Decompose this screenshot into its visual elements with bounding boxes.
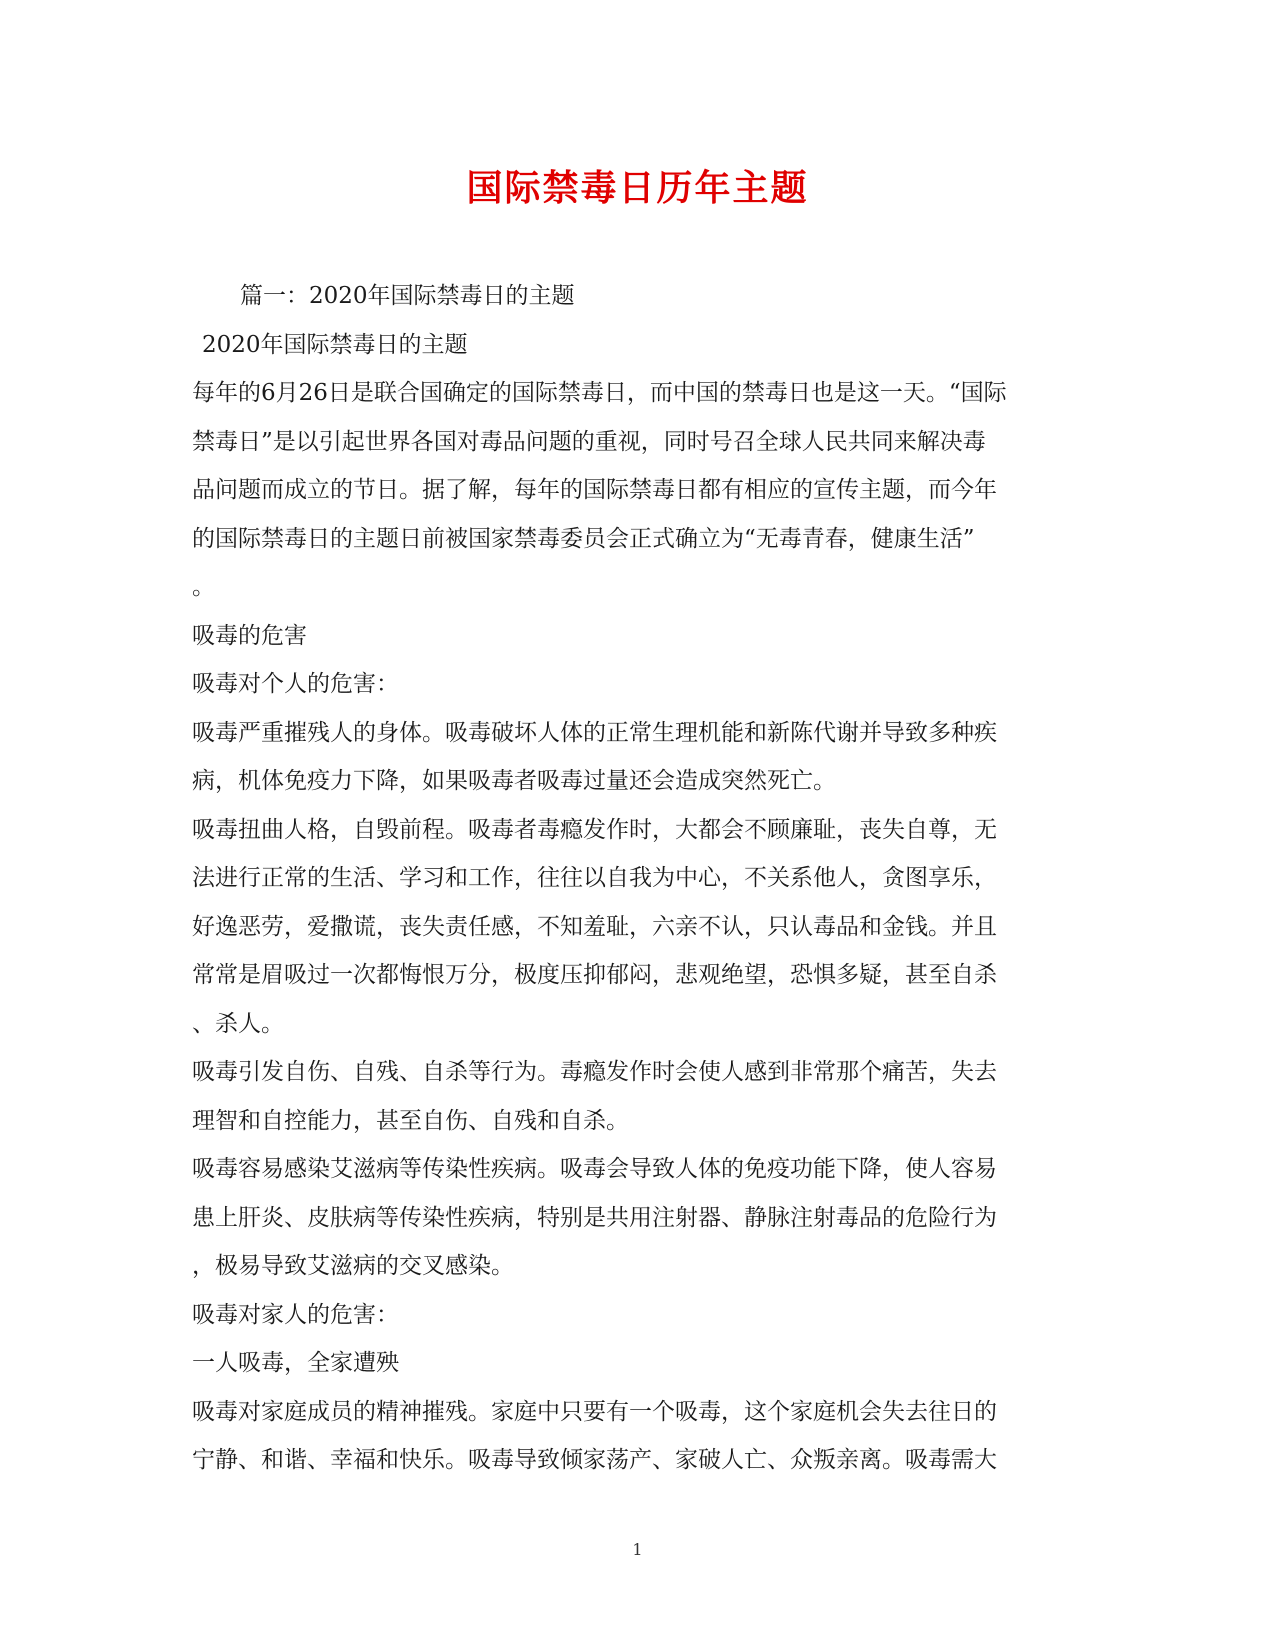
paragraph-line: 吸毒引发自伤、自残、自杀等行为。毒瘾发作时会使人感到非常那个痛苦，失去 bbox=[192, 1059, 997, 1085]
paragraph-line: 病，机体免疫力下降，如果吸毒者吸毒过量还会造成突然死亡。 bbox=[192, 768, 836, 794]
paragraph-line: 好逸恶劳，爱撒谎，丧失责任感，不知羞耻，六亲不认，只认毒品和金钱。并且 bbox=[192, 913, 997, 940]
paragraph-line: 吸毒对家庭成员的精神摧残。家庭中只要有一个吸毒，这个家庭机会失去往日的 bbox=[192, 1398, 997, 1425]
paragraph-line: 每年的6月26日是联合国确定的国际禁毒日，而中国的禁毒日也是这一天。“国际 bbox=[192, 380, 1007, 406]
paragraph-line: 禁毒日”是以引起世界各国对毒品问题的重视，同时号召全球人民共同来解决毒 bbox=[192, 428, 986, 455]
paragraph-line: 常常是眉吸过一次都悔恨万分，极度压抑郁闷，悲观绝望，恐惧多疑，甚至自杀 bbox=[192, 962, 997, 988]
paragraph-line: 吸毒扭曲人格，自毁前程。吸毒者毒瘾发作时，大都会不顾廉耻，丧失自尊，无 bbox=[192, 816, 997, 843]
paragraph-line: 吸毒容易感染艾滋病等传染性疾病。吸毒会导致人体的免疫功能下降，使人容易 bbox=[192, 1156, 997, 1182]
page-number: 1 bbox=[632, 1540, 643, 1559]
paragraph-line: 吸毒的危害 bbox=[192, 622, 307, 649]
paragraph-line: 的国际禁毒日的主题日前被国家禁毒委员会正式确立为“无毒青春，健康生活” bbox=[192, 525, 975, 552]
paragraph-line: 法进行正常的生活、学习和工作，往往以自我为中心，不关系他人，贪图享乐， bbox=[192, 865, 997, 891]
paragraph-line: 品问题而成立的节日。据了解，每年的国际禁毒日都有相应的宣传主题，而今年 bbox=[192, 477, 997, 503]
document-title: 国际禁毒日历年主题 bbox=[466, 167, 809, 209]
subheading: 2020年国际禁毒日的主题 bbox=[202, 331, 468, 358]
paragraph-line: 一人吸毒，全家遭殃 bbox=[192, 1350, 399, 1376]
paragraph-line: ，极易导致艾滋病的交叉感染。 bbox=[192, 1253, 514, 1279]
section-heading: 篇一：2020年国际禁毒日的主题 bbox=[240, 283, 575, 309]
paragraph-line: 患上肝炎、皮肤病等传染性疾病，特别是共用注射器、静脉注射毒品的危险行为 bbox=[192, 1204, 997, 1231]
paragraph-line: 宁静、和谐、幸福和快乐。吸毒导致倾家荡产、家破人亡、众叛亲离。吸毒需大 bbox=[192, 1447, 997, 1473]
paragraph-line: 理智和自控能力，甚至自伤、自残和自杀。 bbox=[192, 1107, 629, 1134]
paragraph-line: 吸毒对个人的危害： bbox=[192, 671, 399, 697]
paragraph-line: 吸毒严重摧残人的身体。吸毒破坏人体的正常生理机能和新陈代谢并导致多种疾 bbox=[192, 719, 997, 746]
document-body bbox=[192, 272, 1082, 1485]
paragraph-line: 。 bbox=[192, 574, 215, 600]
paragraph-line: 、杀人。 bbox=[192, 1010, 284, 1037]
paragraph-line: 吸毒对家人的危害： bbox=[192, 1301, 399, 1328]
